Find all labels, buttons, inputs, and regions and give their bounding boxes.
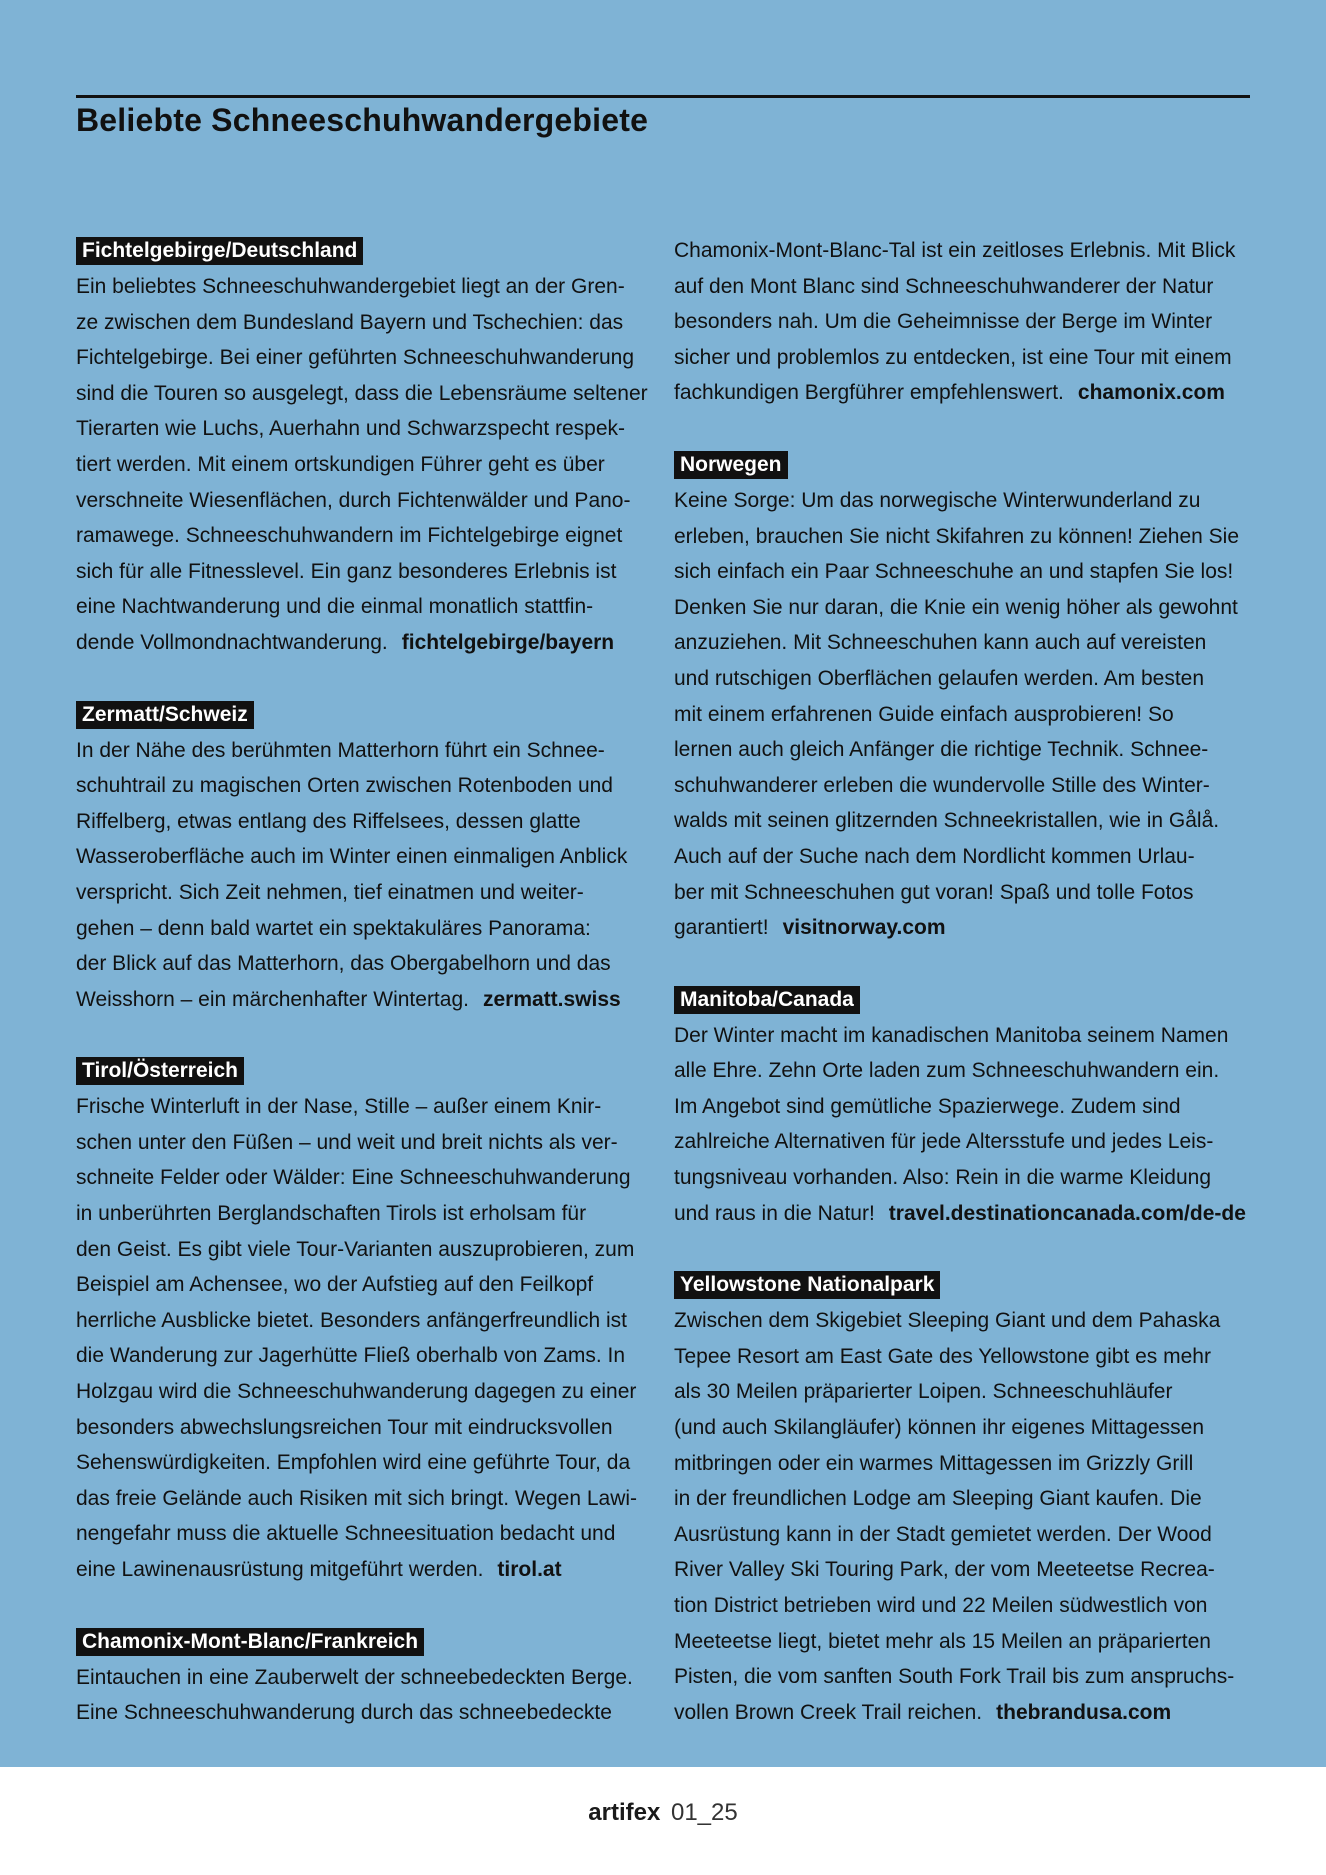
body-text: Denken Sie nur daran, die Knie ein wenig höher als gewohnt <box>674 595 1238 619</box>
body-text: Eintauchen in eine Zauberwelt der schneebedeckten Berge. <box>76 1665 633 1689</box>
body-line <box>76 554 658 590</box>
body-text: Meeteetse liegt, bietet mehr als 15 Meilen an präparierten <box>674 1629 1211 1653</box>
body-text: nengefahr muss die aktuelle Schneesituation bedacht und <box>76 1522 616 1546</box>
page-footer <box>0 1767 1326 1875</box>
article-section <box>76 233 658 661</box>
body-line <box>674 1552 1256 1588</box>
body-text: Keine Sorge: Um das norwegische Winterwunderland zu <box>674 488 1201 512</box>
body-text: besonders nah. Um die Geheimnisse der Berge im Winter <box>674 310 1213 334</box>
body-line <box>674 1410 1256 1446</box>
body-line <box>76 483 658 519</box>
source-link[interactable]: fichtelgebirge/bayern <box>401 630 615 654</box>
body-text: tungsniveau vorhanden. Also: Rein in die warme Kleidung <box>674 1166 1212 1190</box>
article-section <box>674 982 1256 1232</box>
body-line <box>76 340 658 376</box>
body-text: und rutschigen Oberflächen gelaufen werden. Am besten <box>674 666 1205 690</box>
body-line <box>76 1232 658 1268</box>
body-line <box>674 554 1256 590</box>
body-text: Holzgau wird die Schneeschuhwanderung dagegen zu einer <box>76 1380 637 1404</box>
source-link[interactable]: tirol.at <box>497 1558 562 1581</box>
body-text: vollen Brown Creek Trail reichen. <box>674 1700 983 1724</box>
body-line <box>674 1624 1256 1660</box>
body-text: schuhwanderer erleben die wundervolle Stille des Winter- <box>674 773 1210 797</box>
body-line <box>674 1588 1256 1624</box>
body-line <box>674 839 1256 875</box>
body-line <box>76 589 658 625</box>
body-line <box>674 1124 1256 1160</box>
body-text: gehen – denn bald wartet ein spektakuläres Panorama: <box>76 916 591 940</box>
body-text: Tierarten wie Luchs, Auerhahn und Schwarzspecht respek- <box>76 417 626 441</box>
body-line <box>76 1267 658 1303</box>
body-line <box>674 1303 1256 1339</box>
page-title: Beliebte Schneeschuhwandergebiete <box>76 102 649 138</box>
body-text: dende Vollmondnachtwanderung. <box>76 630 388 654</box>
article-section <box>674 233 1256 411</box>
body-line <box>76 982 658 1018</box>
body-text: Pisten, die vom sanften South Fork Trail bis zum anspruchs- <box>674 1665 1235 1689</box>
body-text: tiert werden. Mit einem ortskundigen Führer geht es über <box>76 452 605 476</box>
left-column <box>76 233 658 1767</box>
body-line <box>76 1660 658 1696</box>
body-line <box>76 1160 658 1196</box>
body-text: eine Lawinenausrüstung mitgeführt werden. <box>76 1558 484 1581</box>
body-text: sicher und problemlos zu entdecken, ist eine Tour mit einem <box>674 345 1232 369</box>
body-line <box>76 911 658 947</box>
body-text: in der freundlichen Lodge am Sleeping Giant kaufen. Die <box>674 1487 1202 1511</box>
body-line <box>674 1374 1256 1410</box>
body-text: Zwischen dem Skigebiet Sleeping Giant und dem Pahaska <box>674 1309 1221 1333</box>
body-line <box>76 269 658 305</box>
body-line <box>674 1446 1256 1482</box>
body-text: besonders abwechslungsreichen Tour mit eindrucksvollen <box>76 1415 613 1439</box>
article-section <box>674 1267 1256 1730</box>
body-line <box>76 376 658 412</box>
body-line <box>76 1303 658 1339</box>
source-link[interactable]: visitnorway.com <box>782 916 946 940</box>
body-text: Beispiel am Achensee, wo der Aufstieg auf den Feilkopf <box>76 1273 594 1297</box>
body-line <box>76 1695 658 1731</box>
article-section <box>76 697 658 1018</box>
body-line <box>674 1196 1256 1232</box>
body-line <box>674 269 1256 305</box>
body-line <box>76 768 658 804</box>
body-text: Chamonix-Mont-Blanc-Tal ist ein zeitloses Erlebnis. Mit Blick <box>674 239 1236 262</box>
footer-brand-line <box>0 1799 1326 1827</box>
body-text: sich einfach ein Paar Schneeschuhe an und stapfen Sie los! <box>674 560 1234 584</box>
body-line <box>674 1160 1256 1196</box>
body-line <box>76 1196 658 1232</box>
section-heading: Manitoba/Canada <box>674 986 860 1014</box>
body-text: schen unter den Füßen – und weit und breit nichts als ver- <box>76 1130 618 1154</box>
body-text: verspricht. Sich Zeit nehmen, tief einatmen und weiter- <box>76 880 584 904</box>
body-line <box>76 1125 658 1161</box>
body-text: sind die Touren so ausgelegt, dass die Lebensräume seltener <box>76 381 648 405</box>
body-line <box>674 1659 1256 1695</box>
body-line <box>674 768 1256 804</box>
body-text: mit einem erfahrenen Guide einfach ausprobieren! So <box>674 702 1174 726</box>
body-text: Auch auf der Suche nach dem Nordlicht kommen Urlau- <box>674 844 1195 868</box>
body-line <box>76 875 658 911</box>
body-line <box>674 697 1256 733</box>
body-text: als 30 Meilen präparierter Loipen. Schneeschuhläufer <box>674 1380 1173 1404</box>
right-column <box>674 233 1256 1766</box>
body-text: Ausrüstung kann in der Stadt gemietet werden. Der Wood <box>674 1522 1212 1546</box>
body-line <box>76 804 658 840</box>
magazine-brand: artifex <box>588 1799 661 1826</box>
body-line <box>76 1552 658 1588</box>
body-text: Ein beliebtes Schneeschuhwandergebiet liegt an der Gren- <box>76 275 625 298</box>
section-heading: Fichtelgebirge/Deutschland <box>76 237 363 265</box>
article-section <box>76 1624 658 1731</box>
body-text: lernen auch gleich Anfänger die richtige Technik. Schnee- <box>674 738 1209 762</box>
body-line <box>674 1339 1256 1375</box>
body-text: ber mit Schneeschuhen gut voran! Spaß und tolle Fotos <box>674 880 1194 904</box>
body-line <box>674 803 1256 839</box>
source-link[interactable]: travel.destinationcanada.com/de-de <box>888 1201 1246 1225</box>
body-line <box>674 625 1256 661</box>
title-rule <box>76 95 1250 98</box>
body-line <box>76 1481 658 1517</box>
body-text: verschneite Wiesenflächen, durch Fichtenwälder und Pano- <box>76 488 631 512</box>
section-heading: Chamonix-Mont-Blanc/Frankreich <box>76 1628 424 1656</box>
body-text: Riffelberg, etwas entlang des Riffelsees, dessen glatte <box>76 809 581 833</box>
body-line <box>674 1053 1256 1089</box>
body-line <box>674 483 1256 519</box>
body-text: schneite Felder oder Wälder: Eine Schneeschuhwanderung <box>76 1166 631 1190</box>
body-text: auf den Mont Blanc sind Schneeschuhwanderer der Natur <box>674 274 1214 298</box>
body-line <box>76 1445 658 1481</box>
section-heading: Norwegen <box>674 451 788 479</box>
source-link[interactable]: chamonix.com <box>1077 381 1225 405</box>
body-text: die Wanderung zur Jagerhütte Fließ oberhalb von Zams. In <box>76 1344 626 1368</box>
body-text: Weisshorn – ein märchenhafter Wintertag. <box>76 987 469 1011</box>
body-line <box>76 1374 658 1410</box>
body-line <box>76 625 658 661</box>
body-text: Fichtelgebirge. Bei einer geführten Schneeschuhwanderung <box>76 346 635 370</box>
section-heading: Tirol/Österreich <box>76 1057 244 1085</box>
body-line <box>674 304 1256 340</box>
body-line <box>674 375 1256 411</box>
body-text: ramawege. Schneeschuhwandern im Fichtelgebirge eignet <box>76 524 623 548</box>
body-text: walds mit seinen glitzernden Schneekristallen, wie in Gålå. <box>674 809 1220 833</box>
body-text: in unberührten Berglandschaften Tirols ist erholsam für <box>76 1202 587 1226</box>
body-line <box>674 1517 1256 1553</box>
body-line <box>674 1695 1256 1731</box>
body-text: Wasseroberfläche auch im Winter einen einmaligen Anblick <box>76 845 628 869</box>
body-line <box>674 590 1256 626</box>
source-link[interactable]: zermatt.swiss <box>482 987 621 1011</box>
body-line <box>76 1410 658 1446</box>
body-text: der Blick auf das Matterhorn, das Obergabelhorn und das <box>76 952 611 976</box>
body-line <box>76 839 658 875</box>
section-heading: Zermatt/Schweiz <box>76 701 254 729</box>
body-line <box>76 733 658 769</box>
body-text: alle Ehre. Zehn Orte laden zum Schneeschuhwandern ein. <box>674 1059 1220 1083</box>
article-section <box>674 447 1256 946</box>
body-text: Tepee Resort am East Gate des Yellowstone gibt es mehr <box>674 1344 1211 1368</box>
body-line <box>76 411 658 447</box>
section-heading: Yellowstone Nationalpark <box>674 1271 940 1299</box>
body-text: anzuziehen. Mit Schneeschuhen kann auch auf vereisten <box>674 631 1207 655</box>
body-line <box>76 518 658 554</box>
body-text: (und auch Skilangläufer) können ihr eigenes Mittagessen <box>674 1416 1204 1440</box>
body-line <box>76 1516 658 1552</box>
body-line <box>76 1089 658 1125</box>
body-text: den Geist. Es gibt viele Tour-Varianten auszuprobieren, zum <box>76 1237 635 1261</box>
body-line <box>76 1338 658 1374</box>
body-line <box>674 732 1256 768</box>
body-text: Eine Schneeschuhwanderung durch das schneebedeckte <box>76 1701 612 1725</box>
body-text: herrliche Ausblicke bietet. Besonders anfängerfreundlich ist <box>76 1308 627 1332</box>
body-line <box>674 1089 1256 1125</box>
body-line <box>674 233 1256 269</box>
body-line <box>76 305 658 341</box>
body-line <box>674 1481 1256 1517</box>
body-text: ze zwischen dem Bundesland Bayern und Tschechien: das <box>76 310 624 334</box>
body-line <box>76 946 658 982</box>
body-line <box>674 340 1256 376</box>
source-link[interactable]: thebrandusa.com <box>996 1700 1172 1724</box>
body-text: das freie Gelände auch Risiken mit sich bringt. Wegen Lawi- <box>76 1486 638 1510</box>
body-text: eine Nachtwanderung und die einmal monatlich stattfin- <box>76 595 594 619</box>
body-line <box>674 519 1256 555</box>
body-line <box>674 910 1256 946</box>
body-text: Frische Winterluft in der Nase, Stille – außer einem Knir- <box>76 1095 602 1119</box>
body-text: River Valley Ski Touring Park, der vom Meeteetse Recrea- <box>674 1558 1215 1582</box>
body-text: garantiert! <box>674 916 769 940</box>
body-line <box>76 447 658 483</box>
body-line <box>674 661 1256 697</box>
body-text: tion District betrieben wird und 22 Meilen südwestlich von <box>674 1594 1208 1617</box>
body-text: Im Angebot sind gemütliche Spazierwege. Zudem sind <box>674 1094 1181 1118</box>
article-section <box>76 1053 658 1587</box>
body-text: und raus in die Natur! <box>674 1201 875 1225</box>
body-text: Der Winter macht im kanadischen Manitoba seinem Namen <box>674 1023 1229 1047</box>
body-text: In der Nähe des berühmten Matterhorn führt ein Schnee- <box>76 738 605 762</box>
body-line <box>674 875 1256 911</box>
body-text: sich für alle Fitnesslevel. Ein ganz besonderes Erlebnis ist <box>76 559 617 583</box>
body-text: Sehenswürdigkeiten. Empfohlen wird eine geführte Tour, da <box>76 1451 631 1475</box>
body-line <box>674 1018 1256 1054</box>
issue-number: 01_25 <box>670 1799 738 1826</box>
body-text: schuhtrail zu magischen Orten zwischen Rotenboden und <box>76 774 613 798</box>
body-text: zahlreiche Alternativen für jede Altersstufe und jedes Leis- <box>674 1130 1214 1154</box>
body-text: mitbringen oder ein warmes Mittagessen im Grizzly Grill <box>674 1451 1194 1475</box>
body-text: erleben, brauchen Sie nicht Skifahren zu können! Ziehen Sie <box>674 524 1240 548</box>
body-text: fachkundigen Bergführer empfehlenswert. <box>674 381 1064 405</box>
